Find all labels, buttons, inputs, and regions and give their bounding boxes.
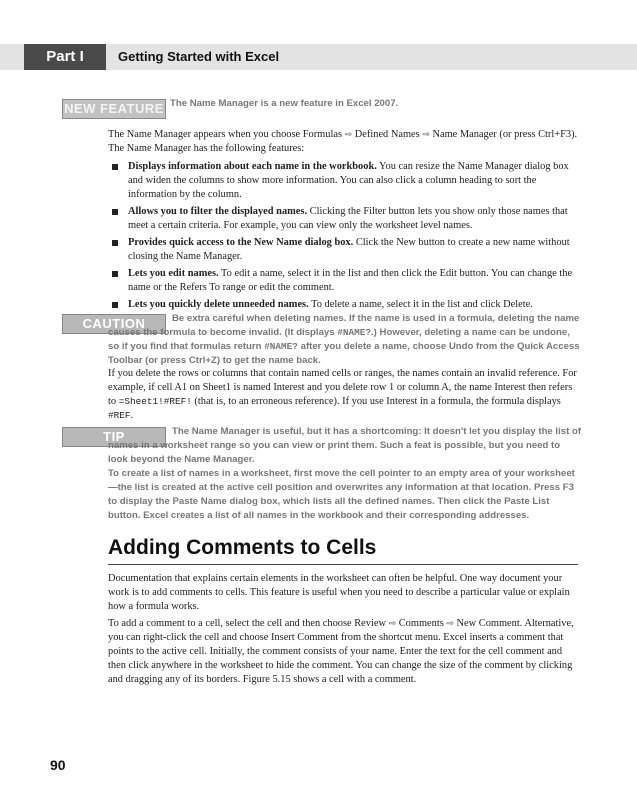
- list-item: [108, 267, 584, 295]
- caution-text-a: Be extra careful when deleting names. If the name is used in a formula, deleting the name causes the formula to become invalid. (It displays: [108, 313, 580, 338]
- feature-text: To edit a name, select it in the list and then click the Edit button. You can change the name or the Refers To range or edit the comment.: [128, 268, 573, 293]
- feature-title: Allows you to filter the displayed names.: [128, 206, 308, 217]
- section-paragraph-2: [108, 617, 578, 687]
- feature-title: Provides quick access to the New Name dialog box.: [128, 237, 354, 248]
- para2-code-2: #REF: [108, 410, 131, 421]
- para2-text-b: (that is, to an erroneous reference). If you use Interest in a formula, the formula displays: [191, 396, 561, 407]
- deleted-rows-paragraph: [108, 367, 578, 423]
- running-header: [0, 44, 637, 70]
- bullet-icon: [112, 302, 118, 308]
- list-item: [108, 236, 584, 264]
- feature-title: Lets you edit names.: [128, 268, 219, 279]
- feature-text: Clicking the Filter button lets you show only those names that meet a certain criteria. For example, you can view only the worksheet level names.: [128, 206, 568, 231]
- intro-text-3: Name Manager (or press Ctrl+F3). The Name Manager has the following features:: [108, 129, 578, 154]
- menu-arrow-icon: ⇨: [388, 619, 397, 629]
- chapter-title: Getting Started with Excel: [118, 49, 280, 64]
- tip-text-2: To create a list of names in a worksheet, first move the cell pointer to an empty area of your worksheet—the list is created at the active cell position and overwrites any information at that location. Press F3 to display the Paste Name dialog box, which lists all the defined names. Then click the Paste List button. Excel creates a list of all names in the workbook and their corresponding addresses.: [108, 468, 575, 521]
- list-item: [108, 298, 584, 312]
- new-feature-text: The Name Manager is a new feature in Excel 2007.: [170, 98, 399, 109]
- intro-text-1: The Name Manager appears when you choose Formulas: [108, 129, 343, 140]
- menu-arrow-icon: ⇨: [344, 130, 353, 140]
- section-heading: Adding Comments to Cells: [108, 536, 377, 559]
- bullet-icon: [112, 240, 118, 246]
- menu-arrow-icon: ⇨: [422, 130, 430, 140]
- section-p2-text-b: Comments: [398, 618, 444, 629]
- bullet-icon: [112, 271, 118, 277]
- para2-text-c: .: [130, 410, 134, 421]
- caution-text-c: after you delete a name, choose Undo from the Quick Access Toolbar (or press Ctrl+Z) to get the name back.: [108, 341, 580, 366]
- section-paragraph-1: Documentation that explains certain elements in the worksheet can often be helpful. One way document your work is to add comments to cells. This feature is useful when you need to describe a particular value or explain how a formula works.: [108, 573, 570, 612]
- para2-code: =Sheet1!#REF!: [118, 396, 192, 407]
- feature-list: [108, 160, 584, 315]
- page-number: 90: [50, 757, 66, 773]
- tip-text-1: The Name Manager is useful, but it has a shortcoming: It doesn't let you display the list of names in a worksheet range so you can view or print them. Such a feat is possible, but you need to look beyond the Name Manager.: [108, 426, 582, 465]
- feature-text: Click the New button to create a new name without closing the Name Manager.: [128, 237, 570, 262]
- part-label: Part I: [24, 44, 106, 70]
- caution-code-2: #NAME?: [264, 341, 298, 352]
- section-p2-text-c: New Comment. Alternative, you can right-click the cell and choose Insert Comment from the shortcut menu. Excel inserts a comment that points to the active cell. Initially, the comment consists of your name. Enter the text for the cell comment and then click anywhere in the worksheet to hide the comment. You can change the size of the comment by clicking and dragging any of its borders. Figure 5.15 shows a cell with a comment.: [108, 618, 574, 685]
- section-rule: [108, 564, 578, 565]
- section-p2-text-a: To add a comment to a cell, select the cell and then choose Review: [108, 618, 386, 629]
- bullet-icon: [112, 164, 118, 170]
- caution-text: [108, 312, 582, 368]
- feature-title: Lets you quickly delete unneeded names.: [128, 299, 309, 310]
- feature-text: To delete a name, select it in the list and click Delete.: [308, 299, 533, 310]
- list-item: [108, 205, 584, 233]
- feature-title: Displays information about each name in the workbook.: [128, 161, 377, 172]
- feature-text: You can resize the Name Manager dialog box and widen the columns to show more information. You can also click a column heading to sort the information by the column.: [128, 161, 569, 200]
- caution-code: #NAME?: [337, 327, 372, 338]
- bullet-icon: [112, 209, 118, 215]
- intro-text-2: Defined Names: [354, 129, 420, 140]
- new-feature-badge: NEW FEATURE: [62, 99, 166, 119]
- caution-badge: CAUTION: [62, 314, 166, 334]
- intro-paragraph: [108, 128, 578, 156]
- para2-text-a: If you delete the rows or columns that contain named cells or ranges, the names contain an invalid reference. For example, if cell A1 on Sheet1 is named Interest and you delete row 1 or column A, the name Interest then refers to: [108, 368, 577, 407]
- tip-badge: TIP: [62, 427, 166, 447]
- list-item: [108, 160, 584, 202]
- menu-arrow-icon: ⇨: [446, 619, 454, 629]
- caution-text-b: .) However, deleting a name can be undone, so if you find that formulas return: [108, 327, 570, 352]
